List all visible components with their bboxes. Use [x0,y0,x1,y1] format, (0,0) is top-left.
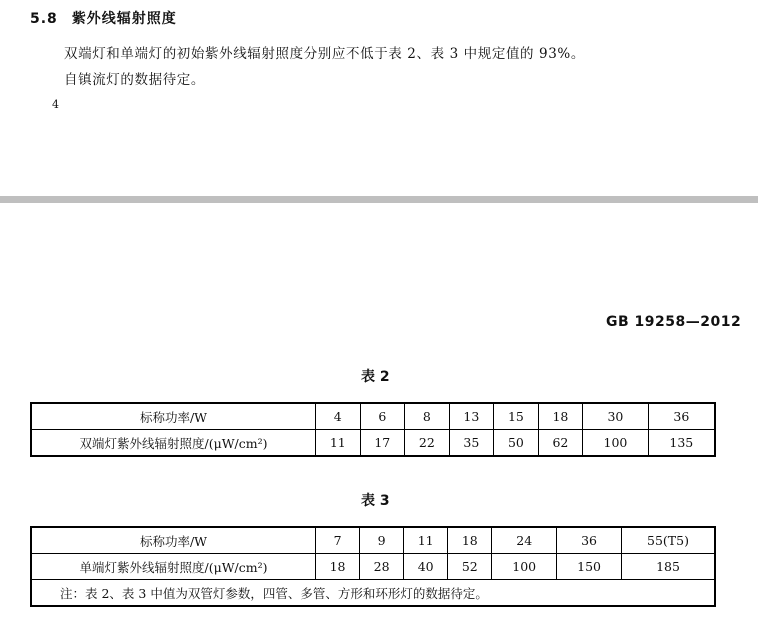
table-cell: 9 [360,527,404,554]
table-cell: 6 [360,403,405,430]
section-title: 紫外线辐射照度 [71,11,177,27]
table-row [31,554,715,580]
table-cell: 17 [360,430,405,457]
table-cell: 11 [404,527,448,554]
table3-caption: 表 3 [361,493,390,509]
table2-row2-label: 双端灯紫外线辐射照度/(μW/cm²) [31,430,316,457]
table3-note: 注：表 2、表 3 中值为双管灯参数，四管、多管、方形和环形灯的数据待定。 [31,580,715,607]
table-cell: 52 [448,554,492,580]
table3 [30,526,716,607]
table3-row1-label: 标称功率/W [31,527,316,554]
table-cell: 36 [648,403,715,430]
table-cell: 185 [622,554,716,580]
table-cell: 24 [492,527,557,554]
table-cell: 100 [583,430,648,457]
table-cell: 18 [316,554,360,580]
paragraph-requirement: 双端灯和单端灯的初始紫外线辐射照度分别应不低于表 2、表 3 中规定值的 93%。 [64,46,585,62]
table-row [31,403,715,430]
table2-row1-label: 标称功率/W [31,403,316,430]
table-cell: 30 [583,403,648,430]
table-cell: 100 [492,554,557,580]
table-cell: 22 [405,430,450,457]
table-cell: 18 [538,403,583,430]
page-number: 4 [52,98,59,111]
table-cell: 135 [648,430,715,457]
table-cell: 18 [448,527,492,554]
table-cell: 50 [494,430,539,457]
table-row [31,430,715,457]
table-row [31,580,715,607]
section-heading [30,8,177,28]
section-number: 5.8 [30,11,58,27]
table-cell: 11 [316,430,361,457]
table-cell: 28 [360,554,404,580]
page-divider [0,196,758,203]
table2-caption: 表 2 [361,369,390,385]
standard-id: GB 19258—2012 [606,314,742,330]
table-cell: 15 [494,403,539,430]
table-cell: 8 [405,403,450,430]
table-cell: 55(T5) [622,527,716,554]
table-cell: 36 [557,527,622,554]
table-cell: 150 [557,554,622,580]
table-cell: 62 [538,430,583,457]
table-cell: 13 [449,403,494,430]
table-cell: 35 [449,430,494,457]
table-cell: 40 [404,554,448,580]
table2 [30,402,716,457]
paragraph-ballast-note: 自镇流灯的数据待定。 [64,72,205,88]
table-cell: 7 [316,527,360,554]
table3-row2-label: 单端灯紫外线辐射照度/(μW/cm²) [31,554,316,580]
table-cell: 4 [316,403,361,430]
table-row [31,527,715,554]
